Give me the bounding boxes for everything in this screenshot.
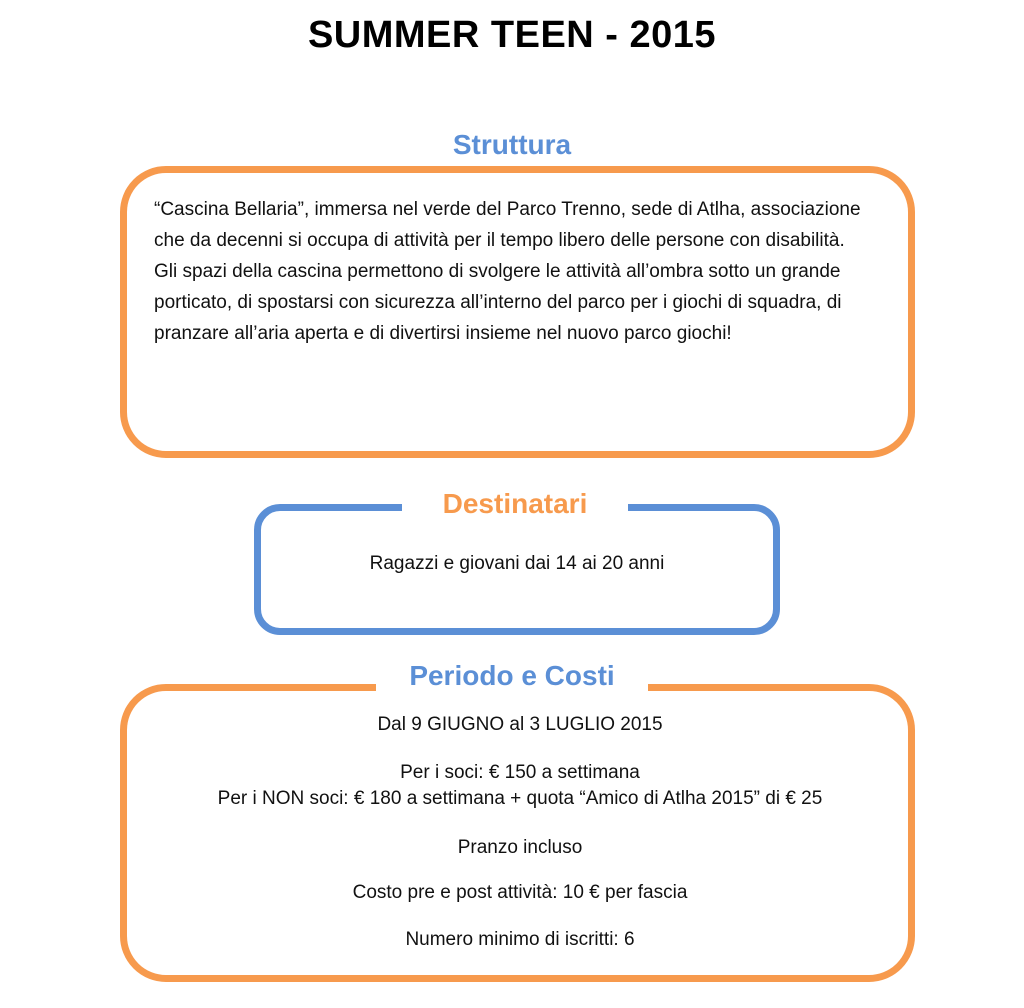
periodo-heading: Periodo e Costi [376,656,648,696]
struttura-paragraph-spaces: Gli spazi della cascina permettono di svolgere le attività all’ombra sotto un grande porticato, di spostarsi con sicurezza all’interno del parco per i giochi di squadra, di pranzare all’aria aperta e di divertirsi insieme nel nuovo parco giochi! [154,261,842,344]
min-participants: Numero minimo di iscritti: 6 [405,929,635,950]
struttura-description [154,194,874,349]
struttura-paragraph-location: “Cascina Bellaria”, immersa nel verde del Parco Trenno, sede di Atlha, associazione che da decenni si occupa di attività per il tempo libero delle persone con disabilità. [154,199,861,251]
lunch-included: Pranzo incluso [457,837,583,858]
price-members: Per i soci: € 150 a settimana [400,762,640,783]
extra-activity-cost: Costo pre e post attività: 10 € per fascia [352,882,688,903]
struttura-heading: Struttura [376,125,648,165]
destinatari-heading: Destinatari [402,484,628,524]
price-non-members: Per i NON soci: € 180 a settimana + quota “Amico di Atlha 2015” di € 25 [217,788,823,809]
destinatari-text: Ragazzi e giovani dai 14 ai 20 anni [369,553,665,574]
page-title: SUMMER TEEN - 2015 [307,14,717,56]
periodo-dates: Dal 9 GIUGNO al 3 LUGLIO 2015 [377,714,663,735]
